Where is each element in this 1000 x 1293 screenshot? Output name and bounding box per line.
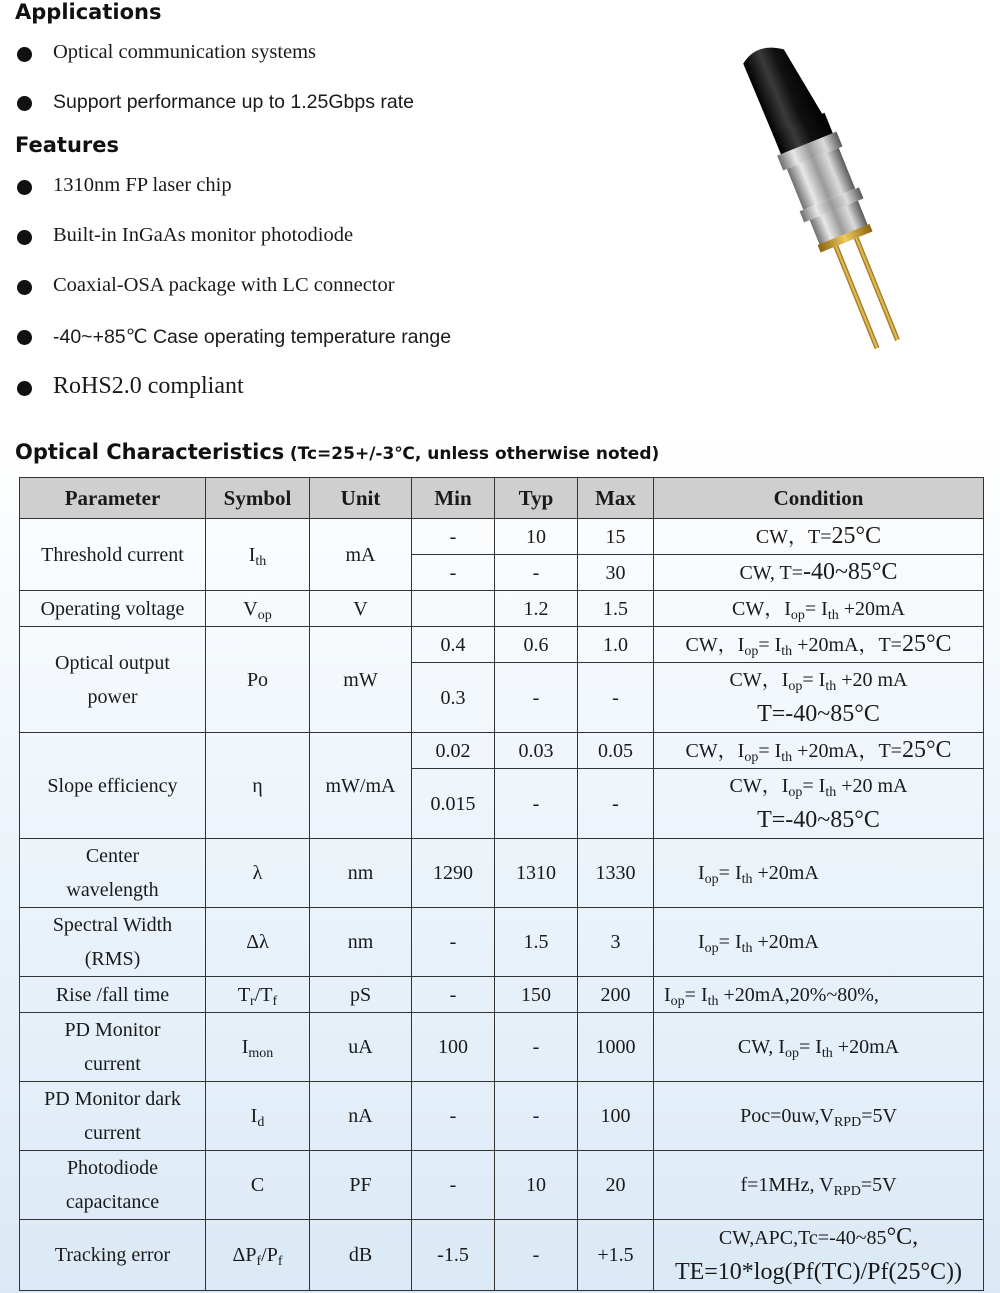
min-cell: 0.3	[412, 663, 495, 733]
typ-cell: 10	[495, 519, 578, 555]
unit-cell: nm	[310, 908, 412, 977]
symbol-cell: $\Delta P_f/P_f$	[206, 1220, 310, 1291]
param-cell: Spectral Width (RMS)	[20, 908, 206, 977]
applications-heading: Applications	[15, 0, 162, 24]
table-row	[20, 591, 984, 627]
param-cell: PD Monitor dark current	[20, 1082, 206, 1151]
max-cell: 30	[578, 555, 654, 591]
max-cell: 0.05	[578, 733, 654, 769]
max-cell: -	[578, 663, 654, 733]
param-cell: Tracking error	[20, 1220, 206, 1291]
typ-cell: -	[495, 555, 578, 591]
min-cell: -	[412, 908, 495, 977]
condition-cell: CW，$I_{op}= I_{th} +20mA$，T=25°C	[654, 627, 984, 663]
features-heading: Features	[15, 133, 119, 157]
optical-characteristics-title	[15, 440, 659, 464]
table-row	[20, 977, 984, 1013]
min-cell: -1.5	[412, 1220, 495, 1291]
max-cell: 3	[578, 908, 654, 977]
unit-cell: V	[310, 591, 412, 627]
symbol-cell: Δλ	[206, 908, 310, 977]
min-cell: -	[412, 1151, 495, 1220]
bullet-icon	[17, 180, 32, 195]
min-cell: 0.015	[412, 769, 495, 839]
symbol-cell: $I_d$	[206, 1082, 310, 1151]
max-cell: 1.5	[578, 591, 654, 627]
min-cell: 0.4	[412, 627, 495, 663]
condition-cell: $I_{op}= I_{th}$ +20mA,20%~80%,	[654, 977, 984, 1013]
condition-cell: CW，$I_{op}= I_{th} +20$ mA T=-40~85°C	[654, 769, 984, 839]
min-cell: 1290	[412, 839, 495, 908]
unit-cell: mA	[310, 519, 412, 591]
column-header: Min	[412, 478, 495, 519]
condition-cell: CW，T=25°C	[654, 519, 984, 555]
symbol-cell: $I_{th}$	[206, 519, 310, 591]
symbol-cell: η	[206, 733, 310, 839]
symbol-cell: $V_{op}$	[206, 591, 310, 627]
bullet-icon	[17, 230, 32, 245]
table-row	[20, 1220, 984, 1291]
param-cell: Center wavelength	[20, 839, 206, 908]
typ-cell: 0.6	[495, 627, 578, 663]
typ-cell: 0.03	[495, 733, 578, 769]
bullet-icon	[17, 96, 32, 111]
feature-item: RoHS2.0 compliant	[53, 373, 244, 399]
min-cell: 100	[412, 1013, 495, 1082]
typ-cell: 1.2	[495, 591, 578, 627]
typ-cell: -	[495, 769, 578, 839]
unit-cell: nm	[310, 839, 412, 908]
optical-characteristics-table	[19, 477, 984, 1291]
feature-item: Coaxial-OSA package with LC connector	[53, 274, 395, 296]
condition-cell: CW，$I_{op}= I_{th} +20mA$，T=25°C	[654, 733, 984, 769]
param-cell: Photodiode capacitance	[20, 1151, 206, 1220]
typ-cell: 150	[495, 977, 578, 1013]
table-row	[20, 627, 984, 663]
laser-module-image	[700, 20, 960, 350]
bullet-icon	[17, 381, 32, 396]
max-cell: 1000	[578, 1013, 654, 1082]
typ-cell: 1.5	[495, 908, 578, 977]
application-item: Optical communication systems	[53, 41, 317, 63]
typ-cell: -	[495, 1220, 578, 1291]
typ-cell: -	[495, 1082, 578, 1151]
condition-cell: $I_{op}= I_{th} +20mA$	[654, 839, 984, 908]
param-cell: Threshold current	[20, 519, 206, 591]
min-cell: -	[412, 555, 495, 591]
condition-cell: CW,APC,Tc=-40~85°C, TE=10*log(Pf(TC)/Pf(25°C))	[654, 1220, 984, 1291]
min-cell: -	[412, 519, 495, 555]
feature-item: -40~+85℃ Case operating temperature range	[53, 326, 452, 348]
max-cell: 100	[578, 1082, 654, 1151]
condition-cell: CW, T=-40~85°C	[654, 555, 984, 591]
table-row	[20, 839, 984, 908]
column-header: Typ	[495, 478, 578, 519]
unit-cell: mW/mA	[310, 733, 412, 839]
max-cell: 15	[578, 519, 654, 555]
symbol-cell: Po	[206, 627, 310, 733]
max-cell: +1.5	[578, 1220, 654, 1291]
column-header: Unit	[310, 478, 412, 519]
table-header-row	[20, 478, 984, 519]
min-cell: -	[412, 1082, 495, 1151]
unit-cell: pS	[310, 977, 412, 1013]
unit-cell: nA	[310, 1082, 412, 1151]
condition-cell: f=1MHz, $V_{RPD}=5V$	[654, 1151, 984, 1220]
bullet-icon	[17, 47, 32, 62]
param-cell: Operating voltage	[20, 591, 206, 627]
bullet-icon	[17, 330, 32, 345]
condition-cell: CW, $I_{op}= I_{th} +20mA$	[654, 1013, 984, 1082]
condition-cell: $Poc=0uw,V_{RPD}=5V$	[654, 1082, 984, 1151]
column-header: Parameter	[20, 478, 206, 519]
table-row	[20, 519, 984, 555]
typ-cell: 10	[495, 1151, 578, 1220]
unit-cell: dB	[310, 1220, 412, 1291]
unit-cell: uA	[310, 1013, 412, 1082]
table-row	[20, 908, 984, 977]
max-cell: 1330	[578, 839, 654, 908]
condition-cell: $I_{op}= I_{th} +20mA$	[654, 908, 984, 977]
table-row	[20, 1013, 984, 1082]
symbol-cell: C	[206, 1151, 310, 1220]
bullet-icon	[17, 280, 32, 295]
column-header: Max	[578, 478, 654, 519]
condition-cell: CW，$I_{op}= I_{th} +20$ mA T=-40~85°C	[654, 663, 984, 733]
typ-cell: 1310	[495, 839, 578, 908]
column-header: Symbol	[206, 478, 310, 519]
param-cell: Rise /fall time	[20, 977, 206, 1013]
max-cell: 200	[578, 977, 654, 1013]
max-cell: -	[578, 769, 654, 839]
typ-cell: -	[495, 663, 578, 733]
feature-item: 1310nm FP laser chip	[53, 174, 232, 196]
table-row	[20, 1082, 984, 1151]
symbol-cell: $I_{mon}$	[206, 1013, 310, 1082]
symbol-cell: $T_r/T_f$	[206, 977, 310, 1013]
table-row	[20, 733, 984, 769]
max-cell: 20	[578, 1151, 654, 1220]
section-subtitle: (Tc=25+/-3℃, unless otherwise noted)	[289, 444, 660, 464]
feature-item: Built-in InGaAs monitor photodiode	[53, 224, 354, 246]
table-row	[20, 1151, 984, 1220]
symbol-cell: λ	[206, 839, 310, 908]
param-cell: Slope efficiency	[20, 733, 206, 839]
typ-cell: -	[495, 1013, 578, 1082]
max-cell: 1.0	[578, 627, 654, 663]
min-cell	[412, 591, 495, 627]
section-title: Optical Characteristics	[15, 440, 285, 464]
condition-cell: CW，$I_{op}= I_{th} +20mA$	[654, 591, 984, 627]
column-header: Condition	[654, 478, 984, 519]
unit-cell: mW	[310, 627, 412, 733]
min-cell: -	[412, 977, 495, 1013]
application-item: Support performance up to 1.25Gbps rate	[53, 91, 414, 113]
min-cell: 0.02	[412, 733, 495, 769]
unit-cell: PF	[310, 1151, 412, 1220]
param-cell: PD Monitor current	[20, 1013, 206, 1082]
param-cell: Optical output power	[20, 627, 206, 733]
